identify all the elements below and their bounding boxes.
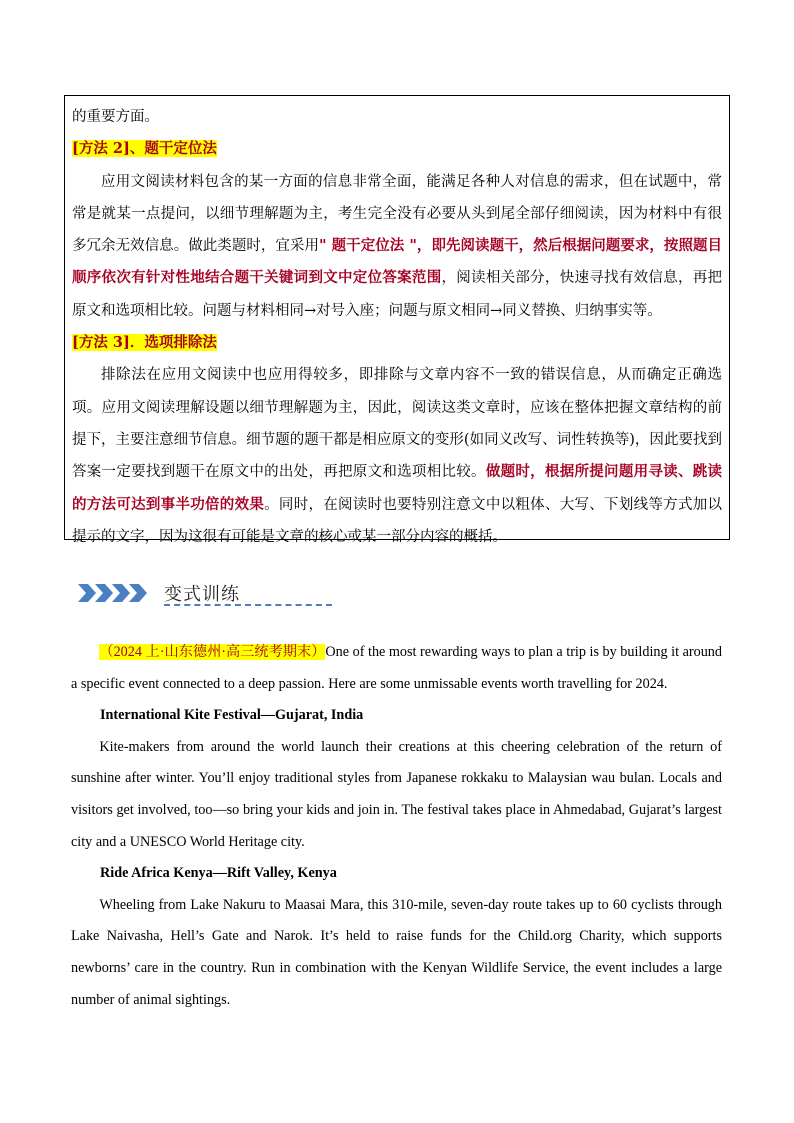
method2-title <box>72 133 722 165</box>
exercise-passage <box>71 637 722 1016</box>
event-body: Wheeling from Lake Nakuru to Maasai Mara, this 310-mile, seven-day route takes up to 60 cyclists through Lake Naivasha, Hell’s Gate and Narok. It’s held to raise funds for the Child.org Charity, which supports newborns’ care in the country. Run in combination with the Kenyan Wildlife Service, the event includes a large number of animal sightings. <box>71 896 722 1008</box>
banner-title: 变式训练 <box>164 584 240 605</box>
source-tag: （2024 上·山东德州·高三统考期末） <box>99 644 326 660</box>
method2-text-1: 应用文阅读材料包含的某一方面的信息非常全面，能满足各种人对信息的需求，但在试题中，常常是就某一点提问，以细节理解题为主，考生完全没有必要从头到尾全部仔细阅读，因为材料中有很多冗余无效信息。做此类题时，宜采用 <box>72 173 722 255</box>
method2-paragraph <box>72 166 722 327</box>
chevron-arrow-icon <box>127 582 149 604</box>
intro-text: One of the most rewarding ways to plan a trip is by building it around a specific event connected to a deep passion. Here are some unmissable events worth travelling for 2024. <box>71 644 722 692</box>
method2-title-text: [方法 2]、题干定位法 <box>72 140 217 158</box>
method3-paragraph <box>72 359 722 553</box>
method2-text-3: ，阅读相关部分，快速寻找有效信息，再把原文和选项相比较。问题与材料相同→对号入座；问题与原文相同→同义替换、归纳事实等。 <box>72 270 723 319</box>
method3-emphasis: 做题时，根据所提问题用寻读、跳读的方法可达到事半功倍的效果 <box>72 463 722 513</box>
banner-underline <box>164 604 332 606</box>
exercise-intro <box>71 637 722 700</box>
event-body: Kite-makers from around the world launch their creations at this cheering celebration of the return of sunshine after winter. You’ll enjoy traditional styles from Japanese rokkaku to Malaysian wau bulan. Locals and visitors get involved, too—so bring your kids and join in. The festival takes place in Ahmedabad, Gujarat’s largest city and a UNESCO World Heritage city. <box>71 738 722 850</box>
method3-text-3: 。同时，在阅读时也要特别注意文中以粗体、大写、下划线等方式加以提示的文字，因为这很有可能是文章的核心或某一部分内容的概括。 <box>72 496 723 545</box>
method2-emphasis: " 题干定位法 "，即先阅读题干，然后根据问题要求，按照题目顺序依次有针对性地结合题干关键词到文中定位答案范围 <box>72 237 723 287</box>
method3-title <box>72 327 722 359</box>
method3-title-text: [方法 3]．选项排除法 <box>72 334 217 352</box>
method-box <box>64 95 730 545</box>
event-heading: International Kite Festival—Gujarat, India <box>100 707 364 724</box>
event-heading: Ride Africa Kenya—Rift Valley, Kenya <box>100 865 337 882</box>
method3-text-1: 排除法在应用文阅读中也应用得较多，即排除与文章内容不一致的错误信息，从而确定正确选项。应用文阅读理解设题以细节理解题为主，因此，阅读这类文章时，应该在整体把握文章结构的前提下，主要注意细节信息。细节题的题干都是相应原文的变形(如同义改写、词性转换等)，因此要找到答案一定要找到题干在原文中的出处，再把原文和选项相比较。 <box>72 367 722 481</box>
intro-line: 的重要方面。 <box>72 109 159 125</box>
section-banner <box>76 578 266 608</box>
